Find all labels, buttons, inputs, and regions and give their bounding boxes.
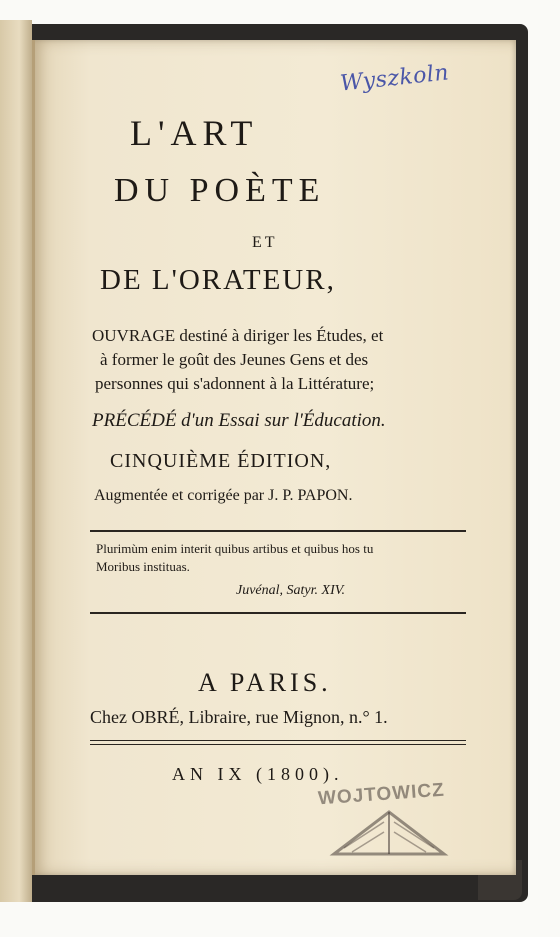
imprint-rule-1: [90, 740, 466, 741]
gutter: [32, 40, 35, 875]
stamp-text: WOJTOWICZ: [317, 779, 446, 810]
title-conjunction: ET: [252, 234, 278, 251]
subtitle-line-3: personnes qui s'adonnent à la Littérature;: [95, 374, 375, 393]
rule-top: [90, 530, 466, 532]
imprint-city: A PARIS.: [198, 668, 332, 697]
ownership-stamp: [318, 780, 464, 864]
imprint-date: AN IX (1800).: [172, 764, 344, 784]
imprint-publisher: Chez OBRÉ, Libraire, rue Mignon, n.° 1.: [90, 707, 388, 727]
title-line-3: DE L'ORATEUR,: [100, 264, 336, 296]
subtitle-line-2: à former le goût des Jeunes Gens et des: [100, 350, 369, 369]
epigraph-line-2: Moribus instituas.: [96, 559, 190, 574]
title-line-2: DU POÈTE: [114, 172, 326, 209]
editor-statement: Augmentée et corrigée par J. P. PAPON.: [94, 487, 353, 504]
stamp-book-icon: [324, 804, 454, 864]
preceded-note: PRÉCÉDÉ d'un Essai sur l'Éducation.: [92, 410, 386, 431]
subtitle-line-1: OUVRAGE destiné à diriger les Études, et: [92, 326, 384, 345]
edition-statement: CINQUIÈME ÉDITION,: [110, 450, 332, 472]
epigraph-attribution: Juvénal, Satyr. XIV.: [236, 583, 345, 598]
page-edge: [0, 20, 32, 902]
epigraph-line-1: Plurimùm enim interit quibus artibus et quibus hos tu: [96, 541, 374, 556]
rule-bottom: [90, 612, 466, 614]
title-line-1: L'ART: [130, 113, 259, 153]
handwritten-signature: Wyszkoln: [338, 60, 451, 97]
imprint-rule-2: [90, 744, 466, 745]
